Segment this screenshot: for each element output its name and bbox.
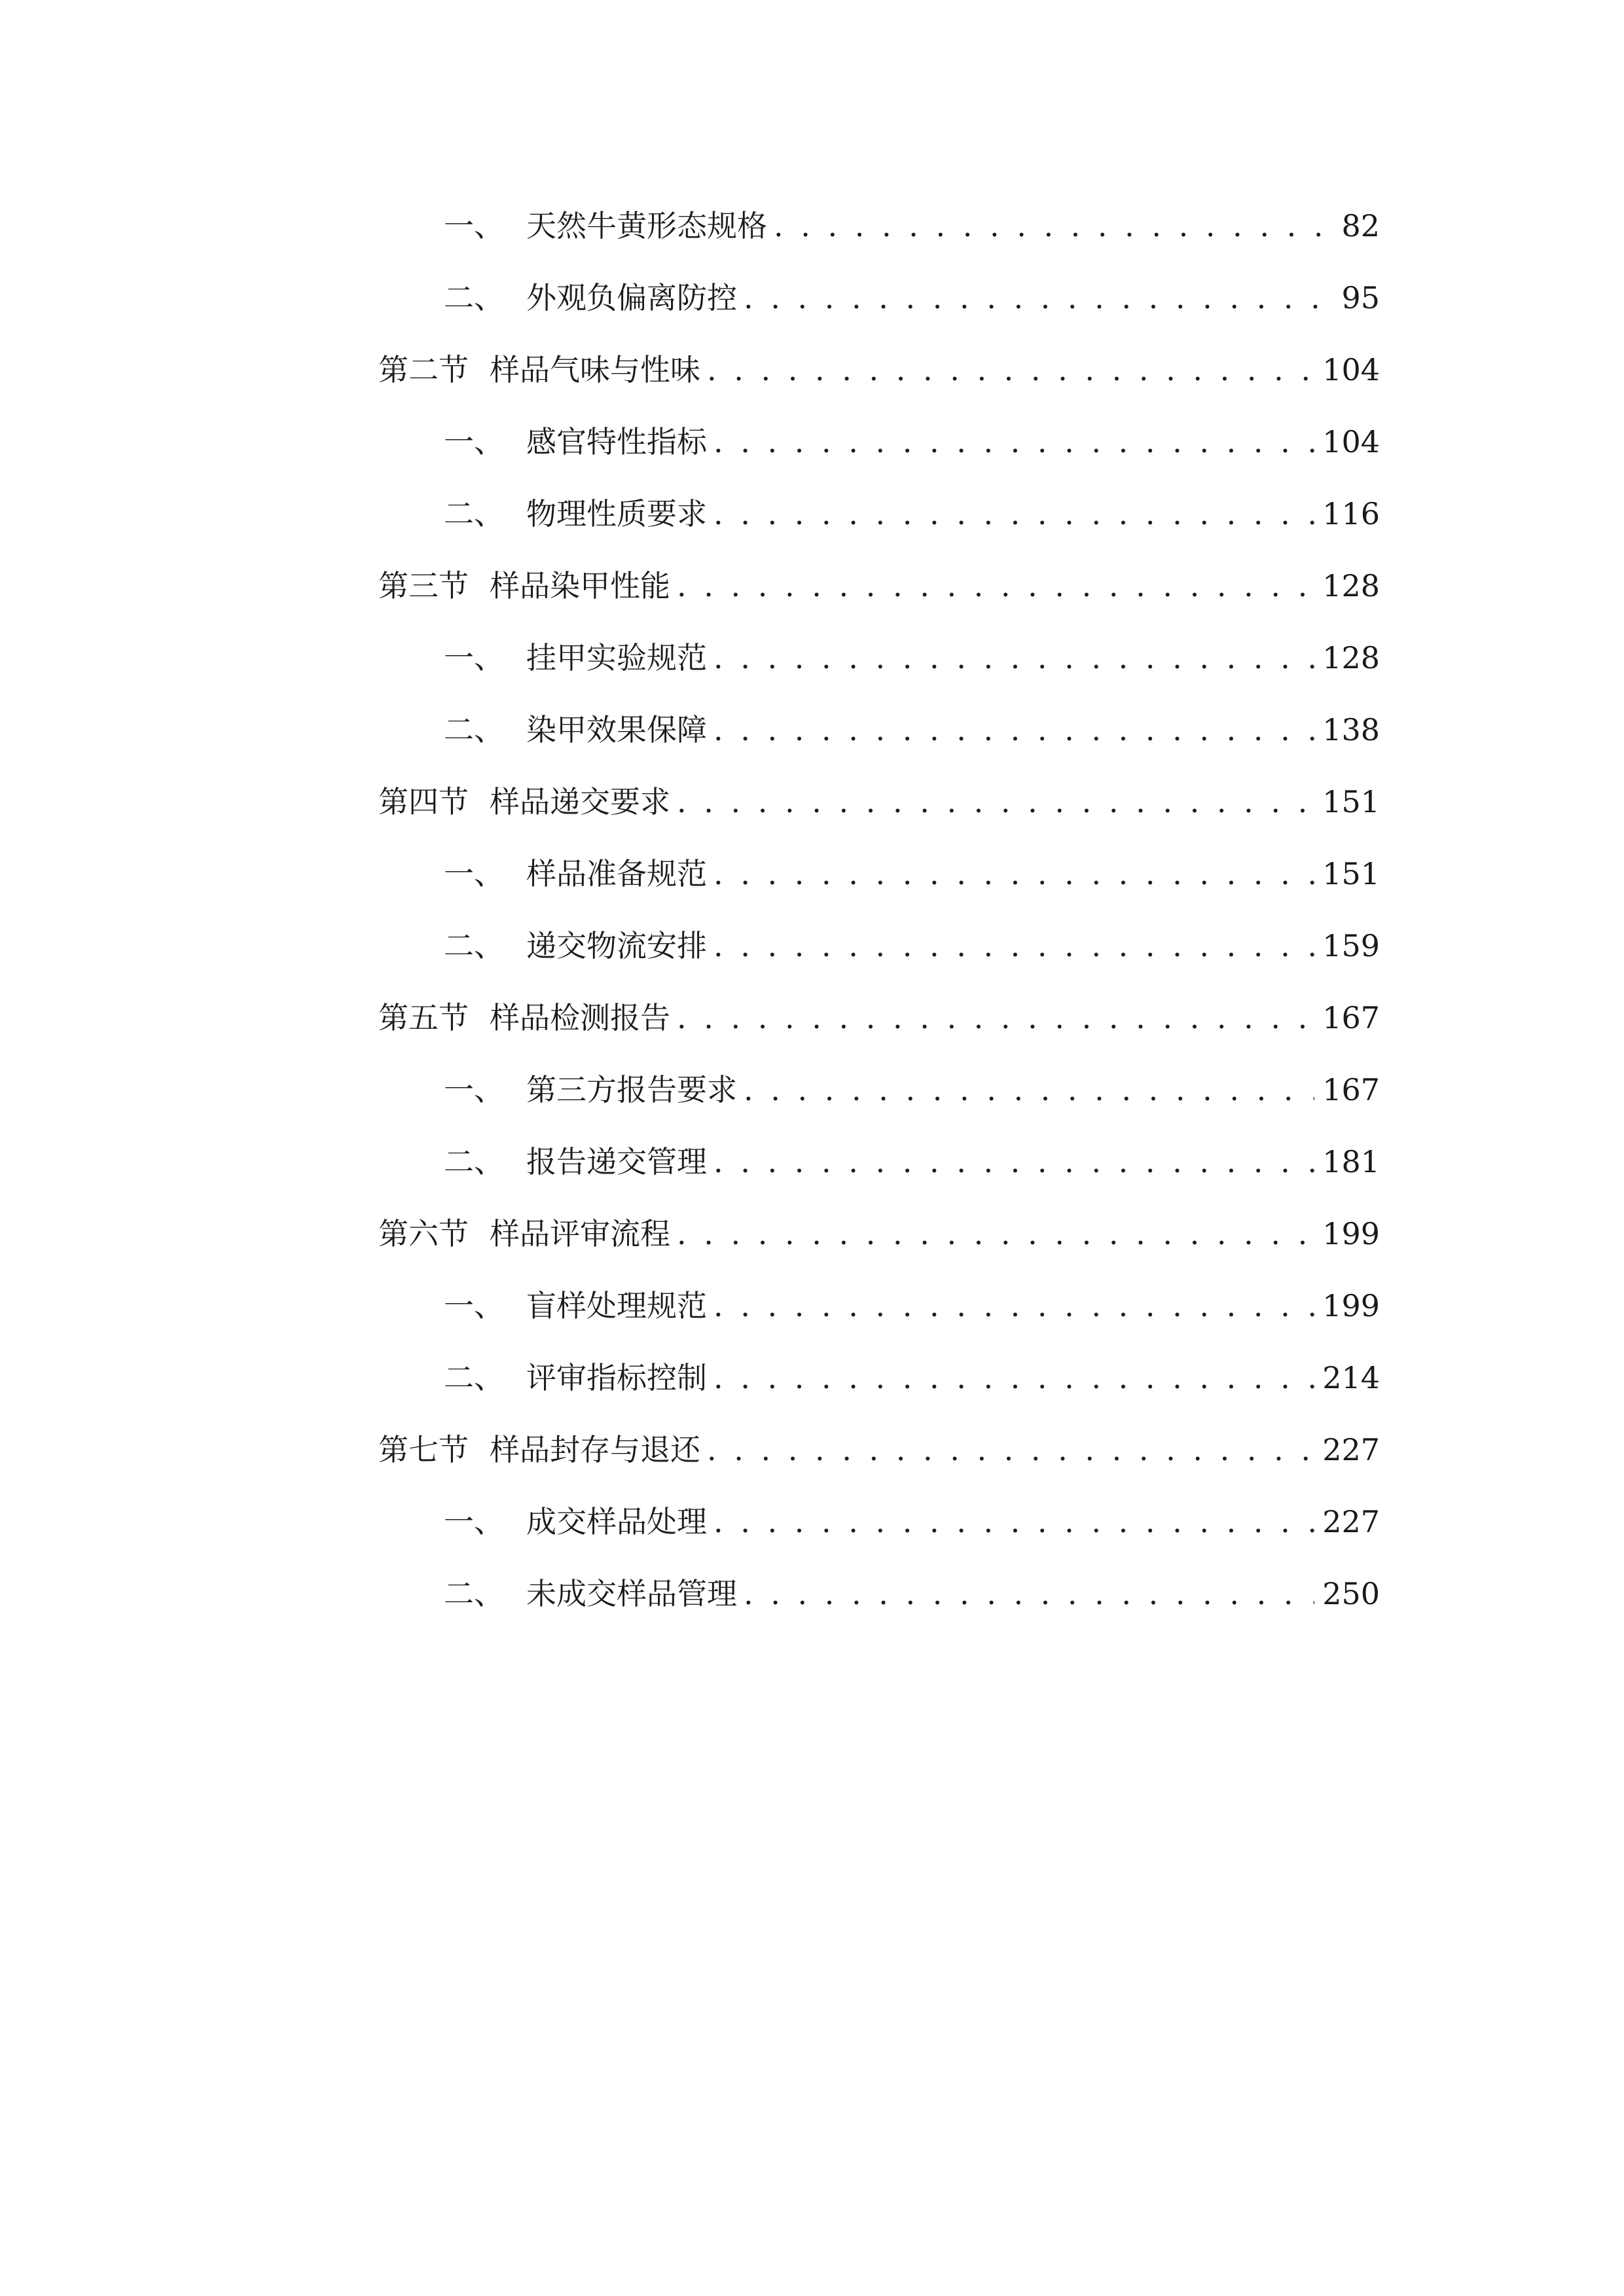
toc-entry-number: 二、 <box>444 496 504 531</box>
toc-entry-number: 一、 <box>444 1504 504 1539</box>
toc-subsection-entry[interactable] <box>378 478 1380 550</box>
toc-subsection-entry[interactable] <box>378 910 1380 982</box>
toc-dot-leader <box>677 1198 1314 1270</box>
toc-entry-title: 样品准备规范 <box>526 856 707 891</box>
toc-subsection-entry[interactable] <box>378 1486 1380 1558</box>
toc-subsection-entry[interactable] <box>378 1342 1380 1414</box>
toc-entry-number: 二、 <box>444 280 504 315</box>
toc-page-number: 116 <box>1322 496 1380 531</box>
toc-page-number: 159 <box>1322 928 1380 963</box>
toc-dot-leader <box>677 982 1314 1054</box>
toc-entry-title: 样品染甲性能 <box>490 568 670 603</box>
toc-entry-title: 第三方报告要求 <box>526 1072 737 1107</box>
toc-entry-title: 物理性质要求 <box>526 496 707 531</box>
toc-page-number: 151 <box>1322 856 1380 891</box>
toc-dot-leader <box>713 478 1314 550</box>
toc-entry-title: 染甲效果保障 <box>526 712 707 747</box>
toc-entry-number: 一、 <box>444 1288 504 1323</box>
toc-entry-number: 第二节 <box>378 352 469 387</box>
toc-dot-leader <box>713 1270 1314 1342</box>
toc-dot-leader <box>744 262 1326 334</box>
table-of-contents <box>378 190 1380 1630</box>
toc-entry-number: 二、 <box>444 1360 504 1395</box>
toc-page-number: 128 <box>1322 568 1380 603</box>
toc-entry-number: 二、 <box>444 928 504 963</box>
toc-section-entry[interactable] <box>378 982 1380 1054</box>
toc-page-number: 128 <box>1322 640 1380 675</box>
toc-entry-title: 挂甲实验规范 <box>526 640 707 675</box>
toc-entry-number: 一、 <box>444 856 504 891</box>
toc-section-entry[interactable] <box>378 1414 1380 1486</box>
toc-page-number: 138 <box>1322 712 1380 747</box>
toc-section-entry[interactable] <box>378 766 1380 838</box>
toc-subsection-entry[interactable] <box>378 838 1380 910</box>
toc-dot-leader <box>707 1414 1314 1486</box>
toc-page-number: 214 <box>1322 1360 1380 1395</box>
toc-entry-title: 外观负偏离防控 <box>526 280 737 315</box>
toc-page-number: 227 <box>1322 1504 1380 1539</box>
toc-dot-leader <box>744 1558 1314 1630</box>
toc-page-number: 104 <box>1322 352 1380 387</box>
toc-dot-leader <box>713 406 1314 478</box>
toc-subsection-entry[interactable] <box>378 694 1380 766</box>
toc-entry-number: 一、 <box>444 208 504 243</box>
toc-dot-leader <box>774 190 1326 262</box>
toc-dot-leader <box>713 1486 1314 1558</box>
toc-entry-number: 一、 <box>444 1072 504 1107</box>
toc-page-number: 181 <box>1322 1144 1380 1179</box>
toc-page-number: 167 <box>1322 1000 1380 1035</box>
toc-subsection-entry[interactable] <box>378 406 1380 478</box>
toc-section-entry[interactable] <box>378 334 1380 406</box>
toc-entry-title: 盲样处理规范 <box>526 1288 707 1323</box>
toc-entry-title: 样品评审流程 <box>490 1216 670 1251</box>
toc-entry-number: 一、 <box>444 640 504 675</box>
toc-dot-leader <box>713 910 1314 982</box>
toc-dot-leader <box>713 622 1314 694</box>
toc-entry-title: 成交样品处理 <box>526 1504 707 1539</box>
toc-dot-leader <box>677 550 1314 622</box>
toc-section-entry[interactable] <box>378 550 1380 622</box>
toc-dot-leader <box>713 1342 1314 1414</box>
toc-subsection-entry[interactable] <box>378 262 1380 334</box>
toc-section-entry[interactable] <box>378 1198 1380 1270</box>
toc-entry-title: 未成交样品管理 <box>526 1576 737 1611</box>
toc-entry-title: 样品气味与性味 <box>490 352 700 387</box>
toc-page-number: 250 <box>1322 1576 1380 1611</box>
toc-entry-title: 递交物流安排 <box>526 928 707 963</box>
toc-page-number: 82 <box>1341 208 1380 243</box>
toc-entry-number: 二、 <box>444 712 504 747</box>
toc-page-number: 104 <box>1322 424 1380 459</box>
toc-entry-number: 第七节 <box>378 1432 469 1467</box>
toc-entry-number: 二、 <box>444 1144 504 1179</box>
toc-dot-leader <box>744 1054 1314 1126</box>
toc-entry-title: 评审指标控制 <box>526 1360 707 1395</box>
toc-dot-leader <box>707 334 1314 406</box>
toc-entry-title: 样品封存与退还 <box>490 1432 700 1467</box>
toc-page-number: 167 <box>1322 1072 1380 1107</box>
toc-entry-title: 报告递交管理 <box>526 1144 707 1179</box>
toc-entry-title: 样品递交要求 <box>490 784 670 819</box>
toc-entry-number: 第三节 <box>378 568 469 603</box>
toc-dot-leader <box>713 1126 1314 1198</box>
toc-subsection-entry[interactable] <box>378 1054 1380 1126</box>
toc-subsection-entry[interactable] <box>378 622 1380 694</box>
toc-subsection-entry[interactable] <box>378 1270 1380 1342</box>
toc-entry-number: 第四节 <box>378 784 469 819</box>
toc-page-number: 151 <box>1322 784 1380 819</box>
toc-page-number: 227 <box>1322 1432 1380 1467</box>
toc-entry-number: 第五节 <box>378 1000 469 1035</box>
toc-dot-leader <box>677 766 1314 838</box>
toc-entry-number: 一、 <box>444 424 504 459</box>
toc-entry-title: 感官特性指标 <box>526 424 707 459</box>
toc-page-number: 199 <box>1322 1216 1380 1251</box>
toc-entry-number: 第六节 <box>378 1216 469 1251</box>
toc-dot-leader <box>713 694 1314 766</box>
toc-dot-leader <box>713 838 1314 910</box>
toc-subsection-entry[interactable] <box>378 190 1380 262</box>
toc-subsection-entry[interactable] <box>378 1558 1380 1630</box>
toc-page-number: 199 <box>1322 1288 1380 1323</box>
toc-entry-title: 天然牛黄形态规格 <box>526 208 767 243</box>
toc-page-number: 95 <box>1341 280 1380 315</box>
toc-entry-title: 样品检测报告 <box>490 1000 670 1035</box>
toc-entry-number: 二、 <box>444 1576 504 1611</box>
toc-subsection-entry[interactable] <box>378 1126 1380 1198</box>
